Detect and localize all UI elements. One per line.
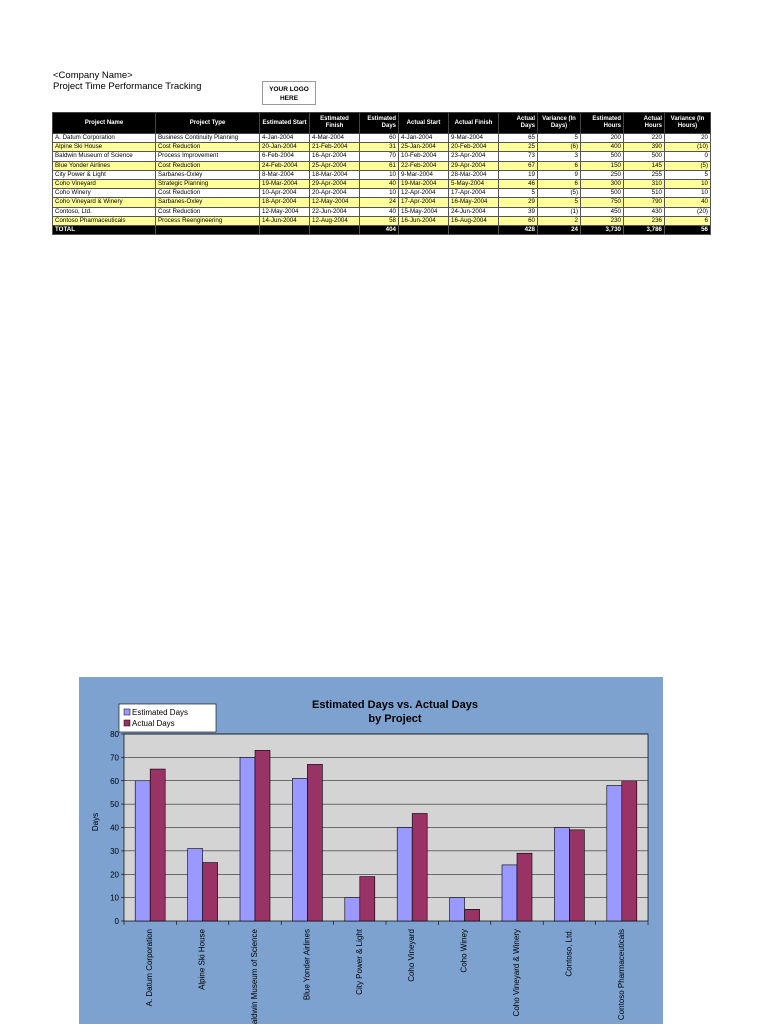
table-row[interactable]	[53, 207, 711, 216]
col-header-est-hours[interactable]: Estimated Hours	[581, 113, 624, 134]
cell-var-hours[interactable]: 6	[665, 216, 711, 225]
cell-act-start[interactable]: 17-Apr-2004	[399, 198, 449, 207]
cell-act-start[interactable]: 16-Jun-2004	[399, 216, 449, 225]
col-header-act-finish[interactable]: Actual Finish	[449, 113, 499, 134]
cell-type[interactable]: Strategic Planning	[156, 179, 260, 188]
cell-var-days[interactable]: 6	[538, 161, 581, 170]
cell-est-hours[interactable]: 450	[581, 207, 624, 216]
cell-est-start[interactable]: 10-Apr-2004	[260, 189, 310, 198]
total-var-days[interactable]: 24	[538, 225, 581, 234]
bar-actual[interactable]	[412, 813, 427, 921]
cell-est-hours[interactable]: 150	[581, 161, 624, 170]
cell-name[interactable]: Blue Yonder Airlines	[53, 161, 156, 170]
cell-act-finish[interactable]: 17-Apr-2004	[449, 189, 499, 198]
cell-name[interactable]: Baldwin Museum of Science	[53, 152, 156, 161]
cell-act-finish[interactable]: 24-Jun-2004	[449, 207, 499, 216]
legend-swatch-estimated	[124, 709, 130, 715]
bar-actual[interactable]	[569, 830, 584, 921]
total-empty-cell[interactable]	[399, 225, 449, 234]
cell-act-days[interactable]: 19	[499, 170, 538, 179]
bar-actual[interactable]	[150, 769, 165, 921]
cell-est-start[interactable]: 24-Feb-2004	[260, 161, 310, 170]
col-header-var-days[interactable]: Variance (In Days)	[538, 113, 581, 134]
total-est-hours[interactable]: 3,730	[581, 225, 624, 234]
cell-var-days[interactable]: (1)	[538, 207, 581, 216]
cell-var-days[interactable]: (6)	[538, 143, 581, 152]
cell-est-days[interactable]: 40	[360, 179, 399, 188]
cell-type[interactable]: Sarbanes-Oxley	[156, 170, 260, 179]
cell-type[interactable]: Business Continuity Planning	[156, 134, 260, 143]
cell-var-hours[interactable]: (5)	[665, 161, 711, 170]
x-tick-label: Coho Vineyard	[407, 929, 417, 982]
cell-type[interactable]: Cost Reduction	[156, 207, 260, 216]
y-tick-label: 70	[110, 753, 119, 763]
col-header-est-start[interactable]: Estimated Start	[260, 113, 310, 134]
y-tick-label: 0	[114, 917, 119, 926]
cell-act-days[interactable]: 25	[499, 143, 538, 152]
cell-name[interactable]: Coho Vineyard & Winery	[53, 198, 156, 207]
cell-act-days[interactable]: 39	[499, 207, 538, 216]
cell-est-days[interactable]: 58	[360, 216, 399, 225]
cell-act-hours[interactable]: 145	[624, 161, 665, 170]
cell-var-days[interactable]: 5	[538, 134, 581, 143]
cell-est-finish[interactable]: 29-Apr-2004	[310, 179, 360, 188]
cell-est-days[interactable]: 10	[360, 170, 399, 179]
cell-var-hours[interactable]: 0	[665, 152, 711, 161]
cell-est-finish[interactable]: 22-Jun-2004	[310, 207, 360, 216]
table-header-row	[53, 113, 711, 134]
total-act-hours[interactable]: 3,786	[624, 225, 665, 234]
chart-area[interactable]	[79, 677, 663, 1024]
cell-est-start[interactable]: 6-Feb-2004	[260, 152, 310, 161]
cell-act-finish[interactable]: 29-Apr-2004	[449, 161, 499, 170]
total-empty-cell[interactable]	[449, 225, 499, 234]
y-tick-label: 80	[110, 730, 119, 739]
chart-legend[interactable]	[119, 704, 216, 732]
x-tick-label: City Power & Light	[354, 929, 364, 995]
cell-est-finish[interactable]: 21-Feb-2004	[310, 143, 360, 152]
cell-est-days[interactable]: 31	[360, 143, 399, 152]
cell-est-days[interactable]: 24	[360, 198, 399, 207]
company-name: <Company Name>	[53, 70, 133, 81]
cell-act-start[interactable]: 10-Feb-2004	[399, 152, 449, 161]
cell-est-finish[interactable]: 20-Apr-2004	[310, 189, 360, 198]
bar-actual[interactable]	[307, 764, 322, 921]
x-tick-label: Coho Winey	[459, 929, 469, 973]
bar-actual[interactable]	[203, 863, 218, 921]
total-est-days[interactable]: 404	[360, 225, 399, 234]
total-empty-cell[interactable]	[260, 225, 310, 234]
cell-act-hours[interactable]: 310	[624, 179, 665, 188]
col-header-project-type[interactable]: Project Type	[156, 113, 260, 134]
sheet-header	[53, 70, 201, 92]
table-row[interactable]	[53, 161, 711, 170]
table-row[interactable]	[53, 189, 711, 198]
cell-var-hours[interactable]: (10)	[665, 143, 711, 152]
cell-est-hours[interactable]: 250	[581, 170, 624, 179]
total-label[interactable]: TOTAL	[53, 225, 156, 234]
cell-name[interactable]: Alpine Ski House	[53, 143, 156, 152]
table-body	[53, 134, 711, 235]
cell-var-hours[interactable]: 10	[665, 189, 711, 198]
total-empty-cell[interactable]	[310, 225, 360, 234]
cell-var-hours[interactable]: 10	[665, 179, 711, 188]
cell-type[interactable]: Cost Reduction	[156, 161, 260, 170]
cell-est-days[interactable]: 60	[360, 134, 399, 143]
chart-title: Estimated Days vs. Actual Days	[312, 699, 478, 711]
cell-act-start[interactable]: 15-May-2004	[399, 207, 449, 216]
cell-act-start[interactable]: 12-Apr-2004	[399, 189, 449, 198]
y-tick-label: 60	[110, 776, 119, 786]
cell-var-hours[interactable]: 20	[665, 134, 711, 143]
sheet-title: Project Time Performance Tracking	[53, 81, 202, 92]
table-row[interactable]	[53, 179, 711, 188]
cell-var-hours[interactable]: 5	[665, 170, 711, 179]
legend-label-actual: Actual Days	[132, 719, 175, 728]
cell-est-days[interactable]: 70	[360, 152, 399, 161]
y-tick-label: 30	[110, 846, 119, 856]
total-row[interactable]	[53, 225, 711, 234]
cell-est-start[interactable]: 19-Mar-2004	[260, 179, 310, 188]
cell-act-hours[interactable]: 390	[624, 143, 665, 152]
bar-actual[interactable]	[255, 750, 270, 921]
x-tick-label: Contoso Pharmaceuticals	[616, 929, 626, 1021]
cell-est-finish[interactable]: 12-May-2004	[310, 198, 360, 207]
cell-est-start[interactable]: 18-Apr-2004	[260, 198, 310, 207]
cell-var-hours[interactable]: (20)	[665, 207, 711, 216]
cell-var-days[interactable]: 2	[538, 216, 581, 225]
cell-act-finish[interactable]: 20-Feb-2004	[449, 143, 499, 152]
cell-var-days[interactable]: 3	[538, 152, 581, 161]
x-tick-label: A. Datum Corporation	[145, 929, 155, 1007]
cell-est-hours[interactable]: 400	[581, 143, 624, 152]
bar-estimated[interactable]	[450, 898, 465, 921]
cell-act-hours[interactable]: 255	[624, 170, 665, 179]
cell-act-hours[interactable]: 790	[624, 198, 665, 207]
cell-act-days[interactable]: 60	[499, 216, 538, 225]
y-axis-label: Days	[91, 812, 100, 832]
col-header-act-days[interactable]: Actual Days	[499, 113, 538, 134]
cell-act-hours[interactable]: 500	[624, 152, 665, 161]
y-tick-label: 10	[110, 893, 119, 903]
cell-type[interactable]: Process Improvement	[156, 152, 260, 161]
cell-est-start[interactable]: 8-Mar-2004	[260, 170, 310, 179]
cell-name[interactable]: Contoso, Ltd.	[53, 207, 156, 216]
bar-actual[interactable]	[517, 853, 532, 921]
cell-act-hours[interactable]: 430	[624, 207, 665, 216]
cell-act-finish[interactable]: 16-Aug-2004	[449, 216, 499, 225]
y-tick-label: 50	[110, 800, 119, 810]
cell-name[interactable]: A. Datum Corporation	[53, 134, 156, 143]
bar-estimated[interactable]	[188, 849, 203, 921]
cell-act-days[interactable]: 29	[499, 198, 538, 207]
cell-var-days[interactable]: 9	[538, 170, 581, 179]
table-row[interactable]	[53, 134, 711, 143]
cell-est-hours[interactable]: 500	[581, 152, 624, 161]
total-act-days[interactable]: 428	[499, 225, 538, 234]
cell-est-days[interactable]: 61	[360, 161, 399, 170]
cell-est-finish[interactable]: 25-Apr-2004	[310, 161, 360, 170]
bar-estimated[interactable]	[554, 828, 569, 922]
col-header-var-hours[interactable]: Variance (In Hours)	[665, 113, 711, 134]
cell-act-start[interactable]: 4-Jan-2004	[399, 134, 449, 143]
cell-est-hours[interactable]: 230	[581, 216, 624, 225]
x-tick-label: Contoso, Ltd.	[564, 929, 574, 977]
cell-act-start[interactable]: 9-Mar-2004	[399, 170, 449, 179]
col-header-est-days[interactable]: Estimated Days	[360, 113, 399, 134]
bar-estimated[interactable]	[135, 781, 150, 921]
bar-estimated[interactable]	[240, 757, 255, 921]
bar-actual[interactable]	[360, 877, 375, 921]
logo-placeholder: YOUR LOGO HERE	[262, 81, 316, 105]
x-tick-label: Coho Vineyard & Winery	[512, 929, 521, 1017]
cell-est-hours[interactable]: 500	[581, 189, 624, 198]
bar-estimated[interactable]	[502, 865, 517, 921]
cell-est-finish[interactable]: 16-Apr-2004	[310, 152, 360, 161]
cell-act-hours[interactable]: 236	[624, 216, 665, 225]
bar-estimated[interactable]	[397, 828, 412, 922]
table-row[interactable]	[53, 170, 711, 179]
cell-est-days[interactable]: 40	[360, 207, 399, 216]
cell-var-hours[interactable]: 40	[665, 198, 711, 207]
cell-type[interactable]: Cost Reduction	[156, 189, 260, 198]
cell-act-hours[interactable]: 220	[624, 134, 665, 143]
x-tick-label: Baldwin Museum of Science	[250, 929, 259, 1024]
chart-subtitle: by Project	[368, 713, 422, 725]
cell-est-hours[interactable]: 300	[581, 179, 624, 188]
cell-est-hours[interactable]: 200	[581, 134, 624, 143]
bar-actual[interactable]	[622, 781, 637, 921]
cell-act-hours[interactable]: 510	[624, 189, 665, 198]
cell-act-finish[interactable]: 28-Mar-2004	[449, 170, 499, 179]
col-header-act-hours[interactable]: Actual Hours	[624, 113, 665, 134]
cell-est-start[interactable]: 12-May-2004	[260, 207, 310, 216]
cell-name[interactable]: Coho Winery	[53, 189, 156, 198]
bar-actual[interactable]	[465, 909, 480, 921]
cell-act-days[interactable]: 65	[499, 134, 538, 143]
cell-est-start[interactable]: 14-Jun-2004	[260, 216, 310, 225]
cell-type[interactable]: Process Reengineering	[156, 216, 260, 225]
table-row[interactable]	[53, 216, 711, 225]
cell-est-finish[interactable]: 12-Aug-2004	[310, 216, 360, 225]
col-header-est-finish[interactable]: Estimated Finish	[310, 113, 360, 134]
table-row[interactable]	[53, 152, 711, 161]
bar-estimated[interactable]	[292, 778, 307, 921]
cell-var-days[interactable]: (5)	[538, 189, 581, 198]
legend-label-estimated: Estimated Days	[132, 708, 189, 717]
cell-act-days[interactable]: 46	[499, 179, 538, 188]
table-row[interactable]	[53, 143, 711, 152]
cell-type[interactable]: Cost Reduction	[156, 143, 260, 152]
legend-swatch-actual	[124, 720, 130, 726]
cell-est-days[interactable]: 10	[360, 189, 399, 198]
x-tick-label: Blue Yonder Airlines	[302, 929, 312, 1001]
cell-type[interactable]: Sarbanes-Oxley	[156, 198, 260, 207]
table-row[interactable]	[53, 198, 711, 207]
cell-act-days[interactable]: 73	[499, 152, 538, 161]
cell-name[interactable]: City Power & Light	[53, 170, 156, 179]
cell-act-days[interactable]: 5	[499, 189, 538, 198]
project-table	[52, 112, 711, 235]
cell-act-finish[interactable]: 16-May-2004	[449, 198, 499, 207]
bar-chart	[79, 677, 663, 1024]
y-tick-label: 20	[110, 870, 119, 880]
total-empty-cell[interactable]	[156, 225, 260, 234]
cell-act-finish[interactable]: 23-Apr-2004	[449, 152, 499, 161]
cell-var-days[interactable]: 6	[538, 179, 581, 188]
bar-estimated[interactable]	[607, 785, 622, 921]
total-var-hours[interactable]: 56	[665, 225, 711, 234]
col-header-act-start[interactable]: Actual Start	[399, 113, 449, 134]
y-tick-label: 40	[110, 823, 119, 833]
cell-est-start[interactable]: 20-Jan-2004	[260, 143, 310, 152]
x-tick-label: Alpine Ski House	[197, 929, 207, 990]
col-header-project-name[interactable]: Project Name	[53, 113, 156, 134]
cell-name[interactable]: Coho Vineyard	[53, 179, 156, 188]
cell-act-days[interactable]: 67	[499, 161, 538, 170]
cell-var-days[interactable]: 5	[538, 198, 581, 207]
cell-est-finish[interactable]: 18-Mar-2004	[310, 170, 360, 179]
cell-est-hours[interactable]: 750	[581, 198, 624, 207]
cell-act-finish[interactable]: 5-May-2004	[449, 179, 499, 188]
cell-act-finish[interactable]: 9-Mar-2004	[449, 134, 499, 143]
cell-name[interactable]: Contoso Pharmaceuticals	[53, 216, 156, 225]
bar-estimated[interactable]	[345, 898, 360, 921]
cell-act-start[interactable]: 19-Mar-2004	[399, 179, 449, 188]
cell-est-finish[interactable]: 4-Mar-2004	[310, 134, 360, 143]
cell-act-start[interactable]: 22-Feb-2004	[399, 161, 449, 170]
cell-est-start[interactable]: 4-Jan-2004	[260, 134, 310, 143]
cell-act-start[interactable]: 25-Jan-2004	[399, 143, 449, 152]
